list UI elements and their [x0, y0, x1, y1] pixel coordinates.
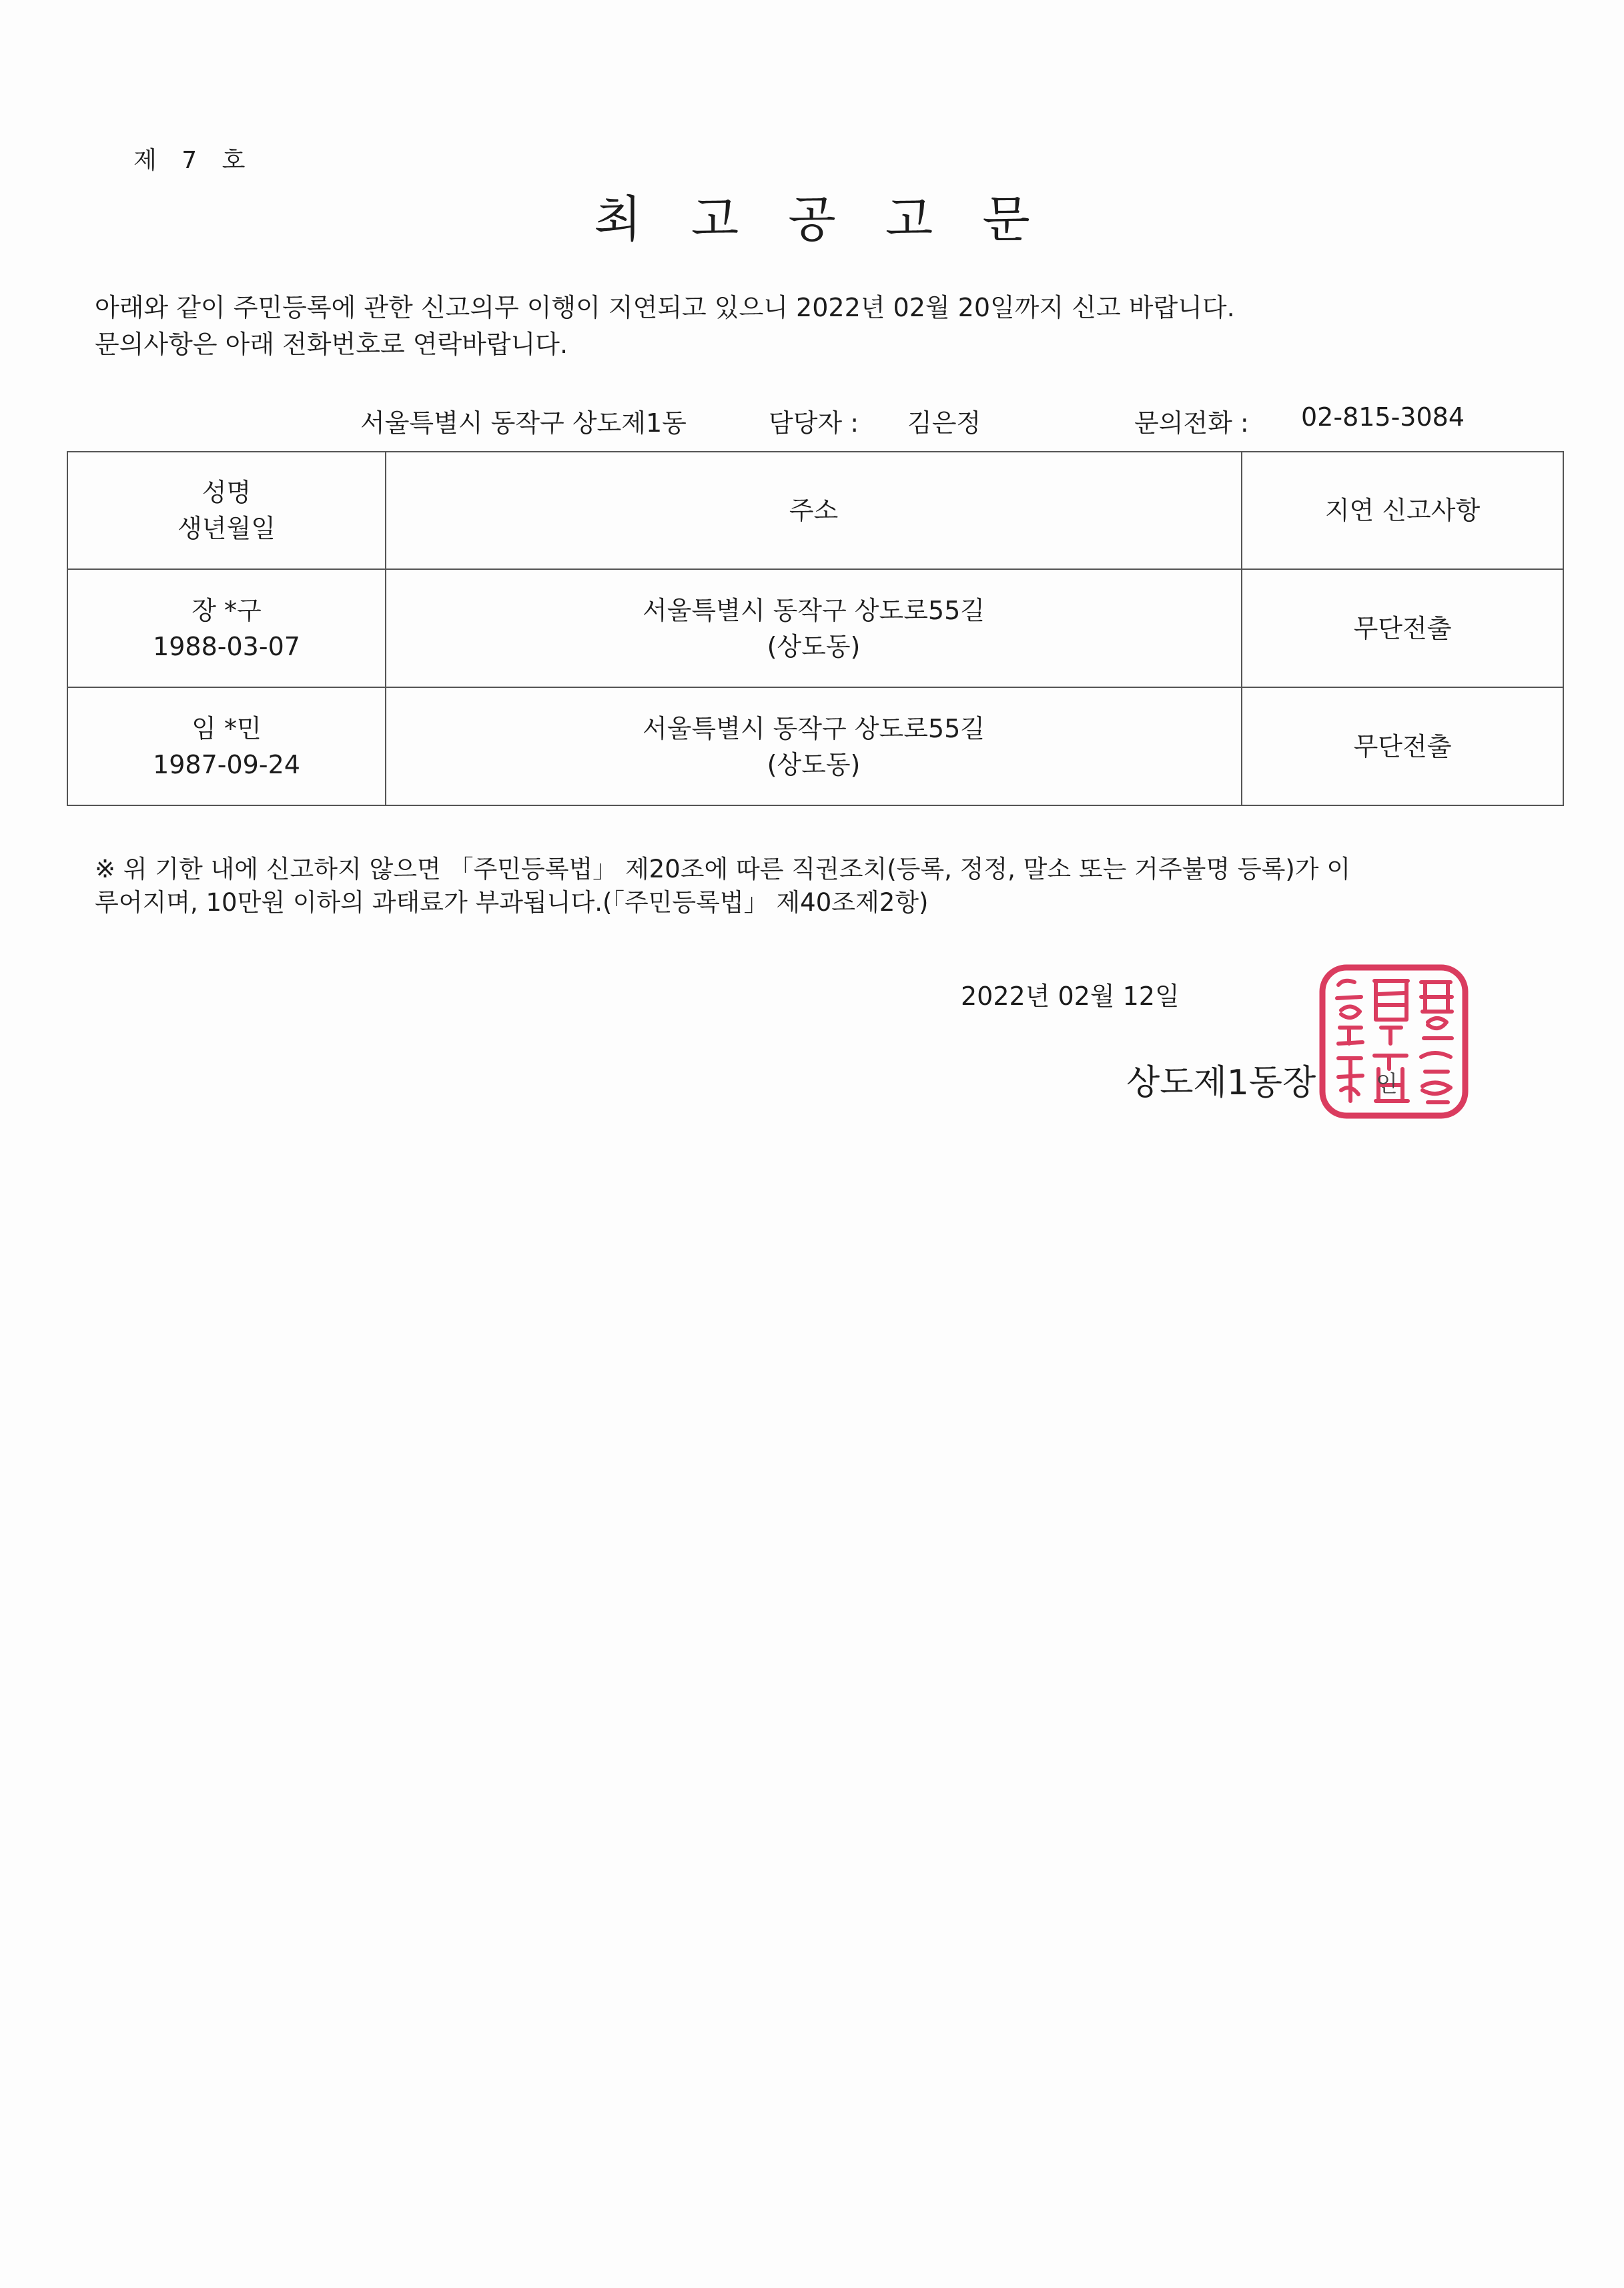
office-name: 서울특별시 동작구 상도제1동 — [360, 408, 687, 438]
manager-label: 담당자 : — [769, 408, 859, 438]
footnote-text: 루어지며, 10만원 이하의 과태료가 부과됩니다.(「주민등록법」 제40조제2항) — [95, 888, 929, 917]
intro-text: 문의사항은 아래 전화번호로 연락바랍니다. — [95, 330, 568, 359]
header-address — [386, 452, 1242, 569]
address-cell — [386, 687, 1242, 805]
address-line: 서울특별시 동작구 상도로55길 — [642, 595, 985, 625]
table-row — [67, 569, 1563, 687]
phone-label: 문의전화 : — [1134, 408, 1249, 438]
footnote-text: ※ 위 기한 내에 신고하지 않으면 「주민등록법」 제20조에 따른 직권조치(등록, 정정, 말소 또는 거주불명 등록)가 이 — [95, 855, 1351, 883]
header-address-label: 주소 — [789, 496, 839, 525]
address-district: (상도동) — [767, 631, 861, 661]
official-seal-stamp — [1314, 958, 1475, 1125]
document-number: 제 7 호 — [133, 147, 246, 174]
address-district: (상도동) — [767, 749, 861, 779]
overdue-cell: 무단전출 — [1242, 687, 1563, 805]
signer-title: 상도제1동장 — [1126, 1063, 1316, 1103]
address-line: 서울특별시 동작구 상도로55길 — [642, 713, 985, 743]
header-name: 성명 — [201, 478, 252, 507]
issue-date: 2022년 02월 12일 — [961, 982, 1180, 1011]
header-overdue-label: 지연 신고사항 — [1324, 496, 1481, 525]
header-birth: 생년월일 — [177, 514, 276, 543]
table-row — [67, 687, 1563, 805]
resident-name: 임 *민 — [191, 713, 262, 743]
address-cell — [386, 569, 1242, 687]
intro-text: 아래와 같이 주민등록에 관한 신고의무 이행이 지연되고 있으니 2022년 02월 20일까지 신고 바랍니다. — [95, 293, 1235, 322]
name-birth-cell — [67, 687, 386, 805]
overdue-cell: 무단전출 — [1242, 569, 1563, 687]
phone-number: 02-815-3084 — [1301, 402, 1465, 432]
header-overdue — [1242, 452, 1563, 569]
header-name-birth — [67, 452, 386, 569]
seal-mark: 인 — [1376, 1071, 1398, 1098]
notice-table — [67, 451, 1564, 806]
resident-birth: 1987-09-24 — [153, 749, 300, 779]
resident-name: 장 *구 — [191, 595, 262, 625]
name-birth-cell — [67, 569, 386, 687]
resident-birth: 1988-03-07 — [153, 631, 300, 661]
manager-name: 김은정 — [907, 408, 981, 438]
table-header-row — [67, 452, 1563, 569]
document-title: 최고공고문 — [594, 191, 1080, 248]
